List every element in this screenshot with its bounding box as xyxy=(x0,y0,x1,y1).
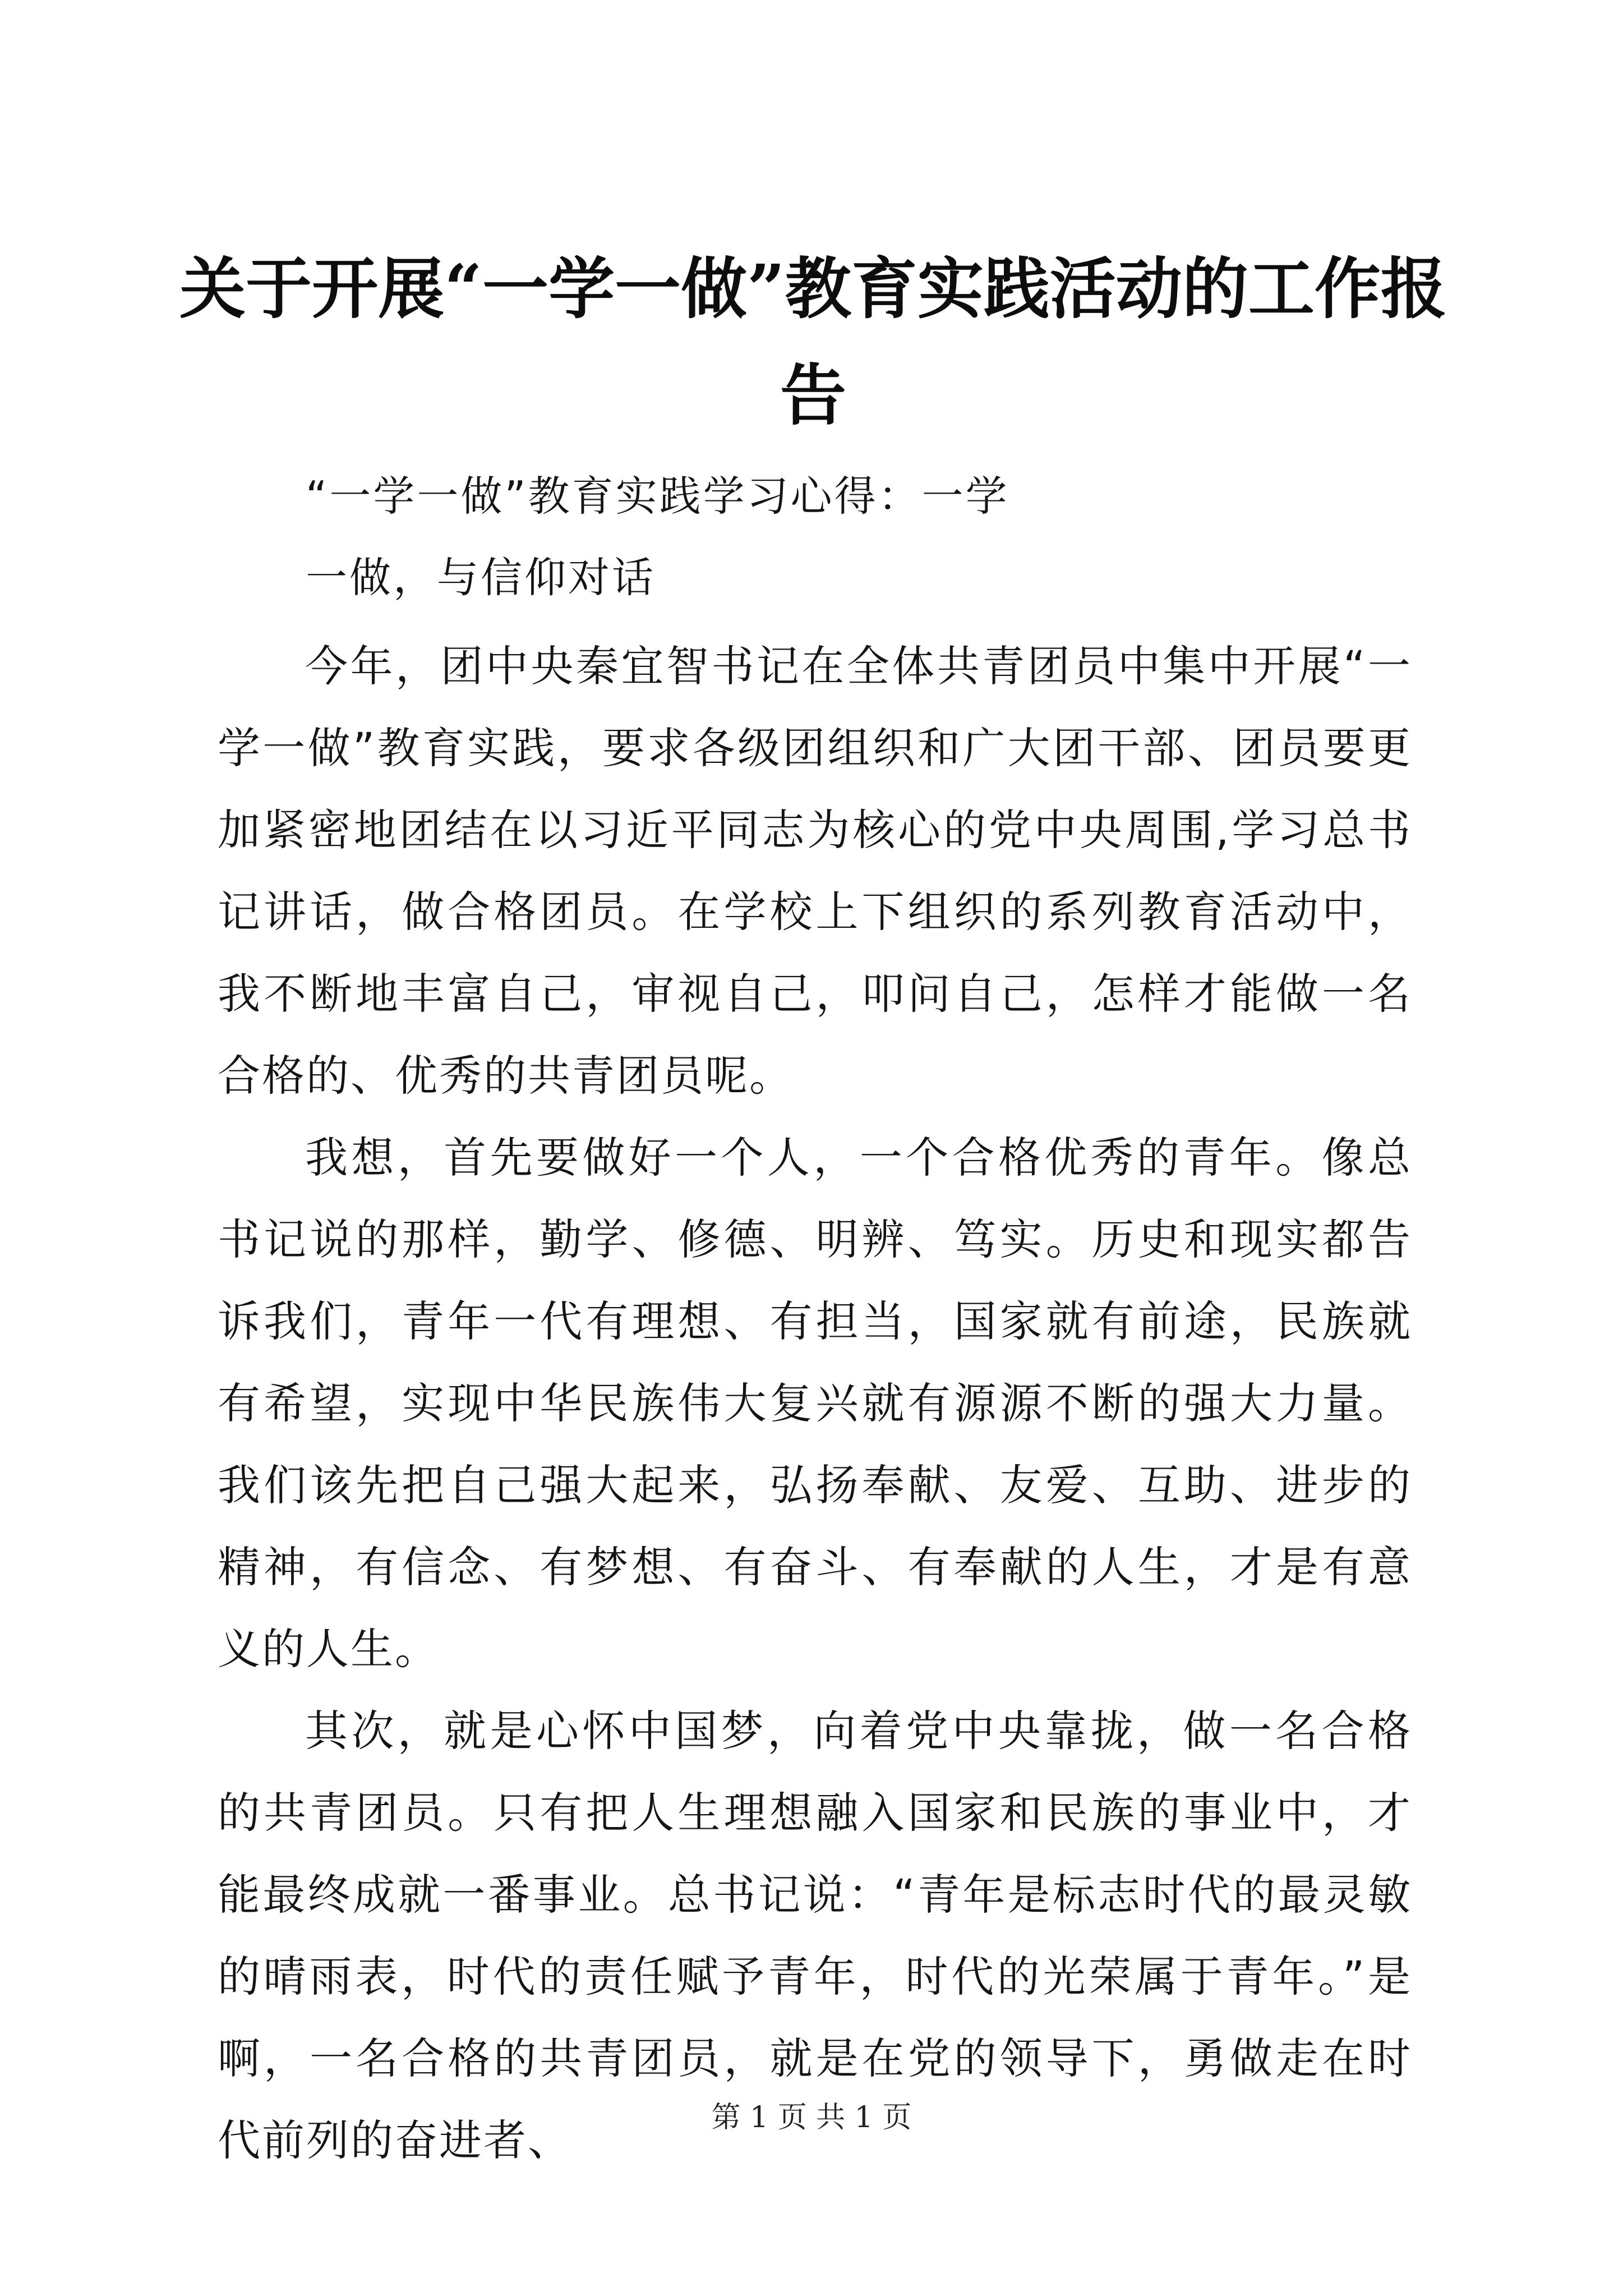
paragraph-1: 今年，团中央秦宜智书记在全体共青团员中集中开展“一学一做”教育实践，要求各级团组织和广大团干部、团员要更加紧密地团结在以习近平同志为核心的党中央周围,学习总书记讲话，做合格团员。在学校上下组织的系列教育活动中，我不断地丰富自己，审视自己，叩问自己，怎样才能做一名合格的、优秀的共青团员呢。 xyxy=(218,641,1412,1101)
paragraph-3: 其次，就是心怀中国梦，向着党中央靠拢，做一名合格的共青团员。只有把人生理想融入国家和民族的事业中，才能最终成就一番事业。总书记说：“青年是标志时代的最灵敏的晴雨表，时代的责任赋予青年，时代的光荣属于青年。”是啊，一名合格的共青团员，就是在党的领导下，勇做走在时代前列的奋进者、 xyxy=(218,1706,1412,2165)
document-body xyxy=(218,625,1412,2182)
title-line-2: 告 xyxy=(780,356,846,434)
page-footer: 第 1 页 共 1 页 xyxy=(711,2101,912,2134)
document-title xyxy=(179,236,1447,449)
title-line-1: 关于开展“一学一做”教育实践活动的工作报 xyxy=(179,250,1447,328)
subtitle-line-1: “一学一做”教育实践学习心得：一学 xyxy=(306,472,1009,521)
subtitle-line-2: 一做，与信仰对话 xyxy=(306,554,656,602)
paragraph-2: 我想，首先要做好一个人，一个合格优秀的青年。像总书记说的那样，勤学、修德、明辨、笃实。历史和现实都告诉我们，青年一代有理想、有担当，国家就有前途，民族就有希望，实现中华民族伟大复兴就有源源不断的强大力量。我们该先把自己强大起来，弘扬奉献、友爱、互助、进步的精神，有信念、有梦想、有奋斗、有奉献的人生，才是有意义的人生。 xyxy=(218,1133,1412,1674)
